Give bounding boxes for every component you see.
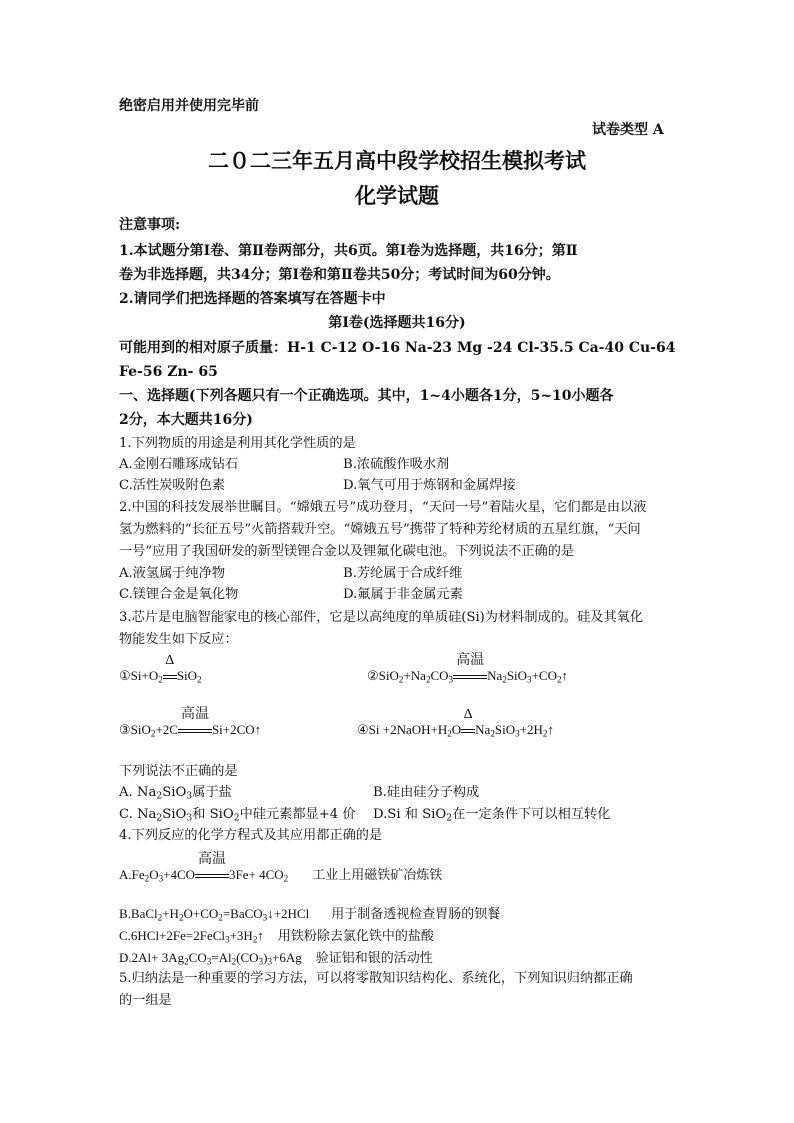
q4-option-c: $C.6HCl+2Fe=2FeCl_3+3H_2↑$ 用铁粉除去氯化铁中的盐酸 <box>119 928 434 945</box>
q1-option-a: A.金刚石雕琢成钻石 <box>119 457 239 472</box>
q3-option-d: D.Si 和 SiO$_2$在一定条件下可以相互转化 <box>373 807 611 824</box>
part-heading-line-1: 一、选择题(下列各题只有一个正确选项。其中，1~4小题各1分，5~10小题各 <box>119 388 614 404</box>
section-title: 第Ⅰ卷(选择题共16分) <box>328 315 466 331</box>
q2-line-2: 氢为燃料的“长征五号”火箭搭载升空。“嫦娥五号”携带了特种芳纶材质的五星红旗，“天问 <box>119 522 641 537</box>
q3-option-b: B.硅由硅分子构成 <box>373 785 480 800</box>
high-temp-condition: 高温 <box>456 653 485 668</box>
reaction-1: $①Si+O_2$ Δ SiO$_2$ <box>119 653 202 685</box>
q3-option-a: A. $Na_2SiO_3$属于盐 <box>119 785 232 802</box>
exam-title: 二０二三年五月高中段学校招生模拟考试 <box>208 148 586 173</box>
q1-option-b: B.浓硫酸作吸水剂 <box>343 457 450 472</box>
q2-line-1: 2.中国的科技发展举世瞩目。“嫦娥五号”成功登月，“天问一号”着陆火星，它们都是由以液 <box>119 500 647 515</box>
part-heading-line-2: 2分，本大题共16分) <box>119 412 253 428</box>
confidential-label: 绝密启用并使用完毕前 <box>119 98 259 114</box>
q3-stem: 下列说法不正确的是 <box>119 764 238 779</box>
q3-line-1: 3.芯片是电脑智能家电的核心部件，它是以高纯度的单质硅(Si)为材料制成的。硅及其氧化 <box>119 610 644 625</box>
q3-line-2: 物能发生如下反应： <box>119 632 238 647</box>
high-temp-condition: 高温 <box>198 852 227 867</box>
subject-title: 化学试题 <box>355 183 439 208</box>
q5-line-2: 的一组是 <box>119 993 172 1008</box>
notes-item-2: 2.请同学们把选择题的答案填写在答题卡中 <box>119 291 386 307</box>
q3-option-c: C. $Na_2SiO_3$和 SiO$_2$中硅元素都显+4 价 <box>119 807 356 824</box>
reaction-3: ③SiO$_2$+2C 高温 Si+2CO↑ <box>119 707 262 739</box>
q4-stem: 4.下列反应的化学方程式及其应用都正确的是 <box>119 828 383 843</box>
q1-stem: 1.下列物质的用途是利用其化学性质的是 <box>119 436 356 451</box>
notes-item-1-line-2: 卷为非选择题，共34分；第Ⅰ卷和第Ⅱ卷共50分；考试时间为60分钟。 <box>119 267 560 283</box>
q1-option-c: C.活性炭吸附色素 <box>119 478 226 493</box>
heat-symbol: Δ <box>463 707 473 722</box>
q2-option-d: D.氟属于非金属元素 <box>343 587 463 602</box>
q2-option-a: A.液氢属于纯净物 <box>119 566 226 581</box>
high-temp-condition: 高温 <box>180 707 209 722</box>
reaction-2: $②SiO_2+Na_2CO_3$ 高温 $Na_2SiO_3+CO_2↑$ <box>367 653 569 685</box>
q2-option-b: B.芳纶属于合成纤维 <box>343 566 463 581</box>
heat-symbol: Δ <box>165 653 175 668</box>
notes-heading: 注意事项: <box>119 217 181 233</box>
q4-option-d: $D.2Al+ 3Ag_2CO_3=Al_2(CO_3)_3+6Ag$ 验证铝和银的活动性 <box>119 950 433 967</box>
q1-option-d: D.氧气可用于炼钢和金属焊接 <box>343 478 516 493</box>
q4-option-a: $A.Fe_2O_3+4CO$ 高温 $3Fe+ 4CO_2$ 工业上用磁铁矿冶炼铁 <box>119 852 443 884</box>
reaction-4: ④Si $+2NaOH+H_2O$ Δ $Na_2SiO_3+2H_2↑$ <box>357 707 554 739</box>
atomic-masses-line-1: 可能用到的相对原子质量：H-1 C-12 O-16 Na-23 Mg -24 Cl-35.5 Ca-40 Cu-64 <box>119 340 676 356</box>
atomic-masses-line-2: Fe-56 Zn- 65 <box>119 364 218 380</box>
notes-item-1-line-1: 1.本试题分第Ⅰ卷、第Ⅱ卷两部分，共6页。第Ⅰ卷为选择题，共16分；第Ⅱ <box>119 243 578 259</box>
paper-type: 试卷类型 A <box>592 122 664 138</box>
q2-line-3: 一号”应用了我国研发的新型镁锂合金以及锂氟化碳电池。下列说法不正确的是 <box>119 544 575 559</box>
q2-option-c: C.镁锂合金是氧化物 <box>119 587 239 602</box>
q4-option-b: $B.BaCl_2+H_2O+CO_2=BaCO_3↓+2HCl$ 用于制备透视检查胃肠的钡餐 <box>119 906 501 923</box>
q5-line-1: 5.归纳法是一种重要的学习方法，可以将零散知识结构化、系统化，下列知识归纳都正确 <box>119 971 633 986</box>
